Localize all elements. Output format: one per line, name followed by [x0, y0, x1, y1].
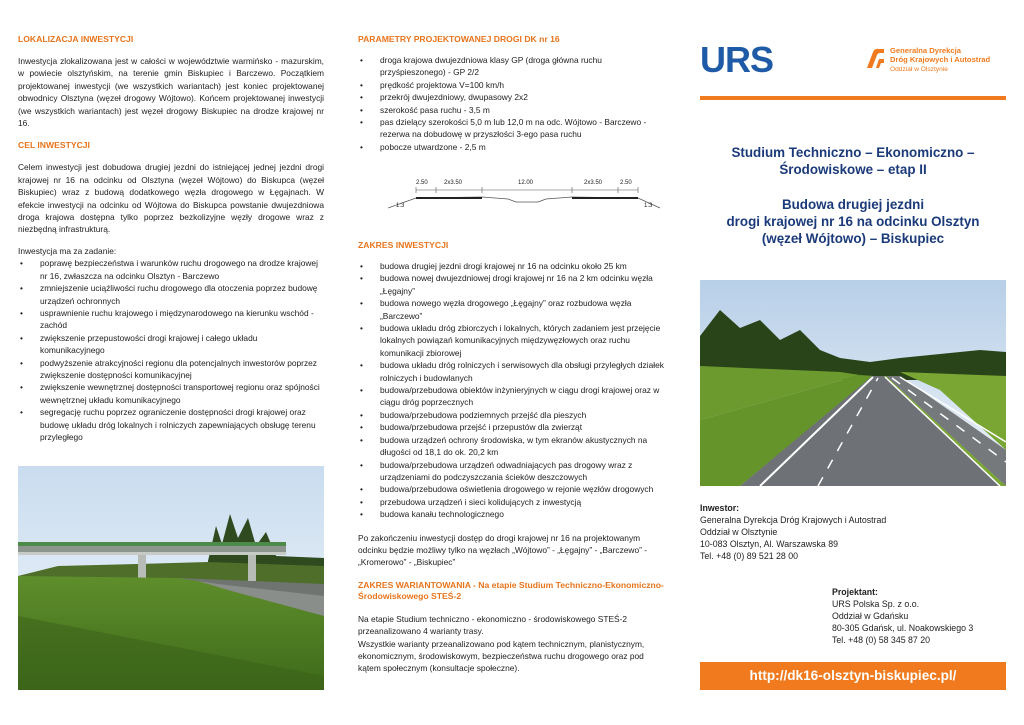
study-title-line: Studium Techniczno – Ekonomiczno –	[731, 145, 975, 160]
project-title	[700, 196, 1006, 247]
paragraph-cel: Celem inwestycji jest dobudowa drugiej jezdni do istniejącej jednej jezdni drogi krajowej nr 16 na odcinku od Olsztyna (węzeł Wójtowo) do Biskupca (węzeł Biskupiec) wraz z budową dodatkowego węzła drogowego w Łęgajnach. W efekcie inwestycji na odcinku od Wójtowa do Biskupca powstanie dwujezdniowa droga krajowa dostępna tylko poprzez bezkolizyjne węzły drogowe wraz z niezbędną infrastrukturą.	[18, 162, 324, 235]
designer-line: 80-305 Gdańsk, ul. Noakowskiego 3	[832, 623, 974, 633]
slope-label-right: 1:3	[644, 203, 653, 209]
gddkia-emblem-icon	[866, 48, 884, 68]
list-item: • przebudowa urządzeń i sieci kolidujących z inwestycją	[358, 496, 668, 508]
paragraph-warianty: Na etapie Studium techniczno - ekonomiczno - środowiskowego STEŚ-2 przeanalizowano 4 warianty trasy.	[358, 613, 628, 637]
website-link[interactable]: http://dk16-olsztyn-biskupiec.pl/	[700, 662, 1006, 690]
heading-parametry: PARAMETRY PROJEKTOWANEJ DROGI DK nr 16	[358, 34, 560, 44]
investor-line: Oddział w Olsztynie	[700, 527, 778, 537]
tasks-list	[18, 257, 324, 443]
study-title	[700, 144, 1006, 178]
list-item: • usprawnienie ruchu krajowego i międzynarodowego na kierunku wschód - zachód	[18, 307, 324, 332]
dim-label: 12.00	[518, 180, 534, 186]
gddkia-name-2: Dróg Krajowych i Autostrad	[890, 55, 991, 64]
list-item: • budowa drugiej jezdni drogi krajowej nr 16 na odcinku około 25 km	[358, 260, 668, 272]
list-item: • budowa/przebudowa urządzeń odwadniających pas drogowy wraz z urządzeniami do podczyszczania ścieków deszczowych	[358, 459, 668, 484]
list-item: • budowa/przebudowa oświetlenia drogowego w rejonie węzłów drogowych	[358, 483, 668, 495]
list-item: • szerokość pasa ruchu - 3,5 m	[358, 104, 668, 116]
cross-section-diagram	[388, 176, 668, 216]
heading-zakres: ZAKRES INWESTYCJI	[358, 240, 449, 250]
dim-label: 2.50	[416, 180, 428, 186]
list-item: • budowa urządzeń ochrony środowiska, w tym ekranów akustycznych na długości od 18,1 do ok. 20,2 km	[358, 434, 668, 459]
heading-cel: CEL INWESTYCJI	[18, 140, 90, 151]
dim-label: 2x3.50	[444, 180, 463, 186]
divider-bar	[700, 96, 1006, 100]
project-title-line: drogi krajowej nr 16 na odcinku Olsztyn	[726, 214, 980, 229]
paragraph-zadanie: Inwestycja ma za zadanie:	[18, 245, 117, 256]
paragraph-dostep: Po zakończeniu inwestycji dostęp do drogi krajowej nr 16 na projektowanym odcinku będzie możliwy tylko na węzłach „Wójtowo” - „Łęgajny” - „Barczewo” - „Kromerowo” - „Biskupiec”	[358, 532, 648, 568]
study-title-line: Środowiskowe – etap II	[779, 162, 927, 177]
list-item: • segregację ruchu poprzez ograniczenie dostępności drogi krajowej oraz budowę układu dróg lokalnych i rolniczych zapewniających obsługę terenu przyległego	[18, 406, 324, 443]
dim-label: 2x3.50	[584, 180, 603, 186]
designer-line: URS Polska Sp. z o.o.	[832, 599, 920, 609]
investor-block	[700, 502, 1006, 562]
paragraph-lokalizacja: Inwestycja zlokalizowana jest w całości w województwie warmińsko - mazurskim, w powiecie olsztyńskim, na terenie gmin Biskupiec i Barczewo. Początkiem projektowanej inwestycji (we wszystkich wariantach) jest koniec projektowanej obwodnicy Olsztyna (węzeł drogowy Wójtowo). Końcem projektowanej inwestycji (we wszystkich wariantach) jest węzeł drogowy Biskupiec na drodze krajowej nr 16.	[18, 56, 324, 129]
project-title-line: Budowa drugiej jezdni	[781, 197, 925, 212]
list-item: • budowa/przebudowa obiektów inżynieryjnych w ciągu drogi krajowej oraz w ciągu dróg poprzecznych	[358, 384, 668, 409]
list-item: • budowa nowego węzła drogowego „Łęgajny” oraz rozbudowa węzła „Barczewo”	[358, 297, 668, 322]
list-item: • zwiększenie przepustowości drogi krajowej i całego układu komunikacyjnego	[18, 332, 324, 357]
list-item: • budowa nowej dwujezdniowej drogi krajowej nr 16 na 2 km odcinku węzła „Łęgajny”	[358, 272, 668, 297]
heading-wariantowanie: ZAKRES WARIANTOWANIA - Na etapie Studium Techniczno-Ekonomiczno-Środowiskowego STEŚ-2	[358, 579, 664, 601]
designer-line: Tel. +48 (0) 58 345 87 20	[832, 635, 931, 645]
list-item: • budowa/przebudowa podziemnych przejść dla pieszych	[358, 409, 668, 421]
investor-line: Tel. +48 (0) 89 521 28 00	[700, 551, 799, 561]
list-item: • budowa/przebudowa przejść i przepustów dla zwierząt	[358, 421, 668, 433]
gddkia-logo	[866, 46, 1006, 80]
list-item: • budowa kanału technologicznego	[358, 508, 668, 520]
list-item: • podwyższenie atrakcyjności regionu dla potencjalnych inwestorów poprzez zwiększenie dostępności komunikacyjnej	[18, 357, 324, 382]
list-item: • prędkość projektowa V=100 km/h	[358, 79, 668, 91]
investor-line: Generalna Dyrekcja Dróg Krajowych i Autostrad	[700, 515, 887, 525]
investor-line: 10-083 Olsztyn, Al. Warszawska 89	[700, 539, 839, 549]
list-item: • pas dzielący szerokości 5,0 m lub 12,0 m na odc. Wójtowo - Barczewo - rezerwa na dobudowę w przyszłości 3-ego pasa ruchu	[358, 116, 668, 141]
list-item: • zwiększenie wewnętrznej dostępności transportowej regionu oraz spójności wewnętrznej układu komunikacyjnego	[18, 381, 324, 406]
list-item: • przekrój dwujezdniowy, dwupasowy 2x2	[358, 91, 668, 103]
paragraph-analiza: Wszystkie warianty przeanalizowano pod kątem technicznym, planistycznym, ekonomicznym, środowiskowym, bezpieczeństwa ruchu drogowego oraz pod kątem społecznym (konsultacje społeczne).	[358, 638, 645, 674]
params-list	[358, 54, 668, 153]
investor-label: Inwestor:	[700, 503, 740, 513]
list-item: • poprawę bezpieczeństwa i warunków ruchu drogowego na drodze krajowej nr 16, zwłaszcza na odcinku Olsztyn - Barczewo	[18, 257, 324, 282]
designer-block	[832, 586, 1006, 646]
gddkia-name-1: Generalna Dyrekcja	[890, 46, 961, 55]
designer-line: Oddział w Gdańsku	[832, 611, 909, 621]
project-title-line: (węzeł Wójtowo) – Biskupiec	[761, 231, 945, 246]
list-item: • zmniejszenie uciążliwości ruchu drogowego dla otoczenia poprzez budowę urządzeń ochronnych	[18, 282, 324, 307]
urs-logo: URS	[700, 39, 774, 80]
list-item: • budowa układu dróg rolniczych i serwisowych dla obsługi przyległych działek rolniczych i budowlanych	[358, 359, 668, 384]
dim-label: 2.50	[620, 180, 632, 186]
gddkia-branch: Oddział w Olsztynie	[890, 66, 948, 73]
designer-label: Projektant:	[832, 587, 878, 597]
list-item: • droga krajowa dwujezdniowa klasy GP (droga główna ruchu przyśpieszonego) - GP 2/2	[358, 54, 668, 79]
slope-label-left: 1:3	[396, 203, 405, 209]
scope-list	[358, 260, 668, 521]
highway-photo	[700, 280, 1006, 486]
heading-lokalizacja: LOKALIZACJA INWESTYCJI	[18, 34, 134, 44]
bridge-photo	[18, 466, 324, 690]
list-item: • pobocze utwardzone - 2,5 m	[358, 141, 668, 153]
list-item: • budowa układu dróg zbiorczych i lokalnych, których zadaniem jest przejęcie lokalnych powiązań komunikacyjnych międzywęzłowych oraz ruchu komunikacji zbiorowej	[358, 322, 668, 359]
